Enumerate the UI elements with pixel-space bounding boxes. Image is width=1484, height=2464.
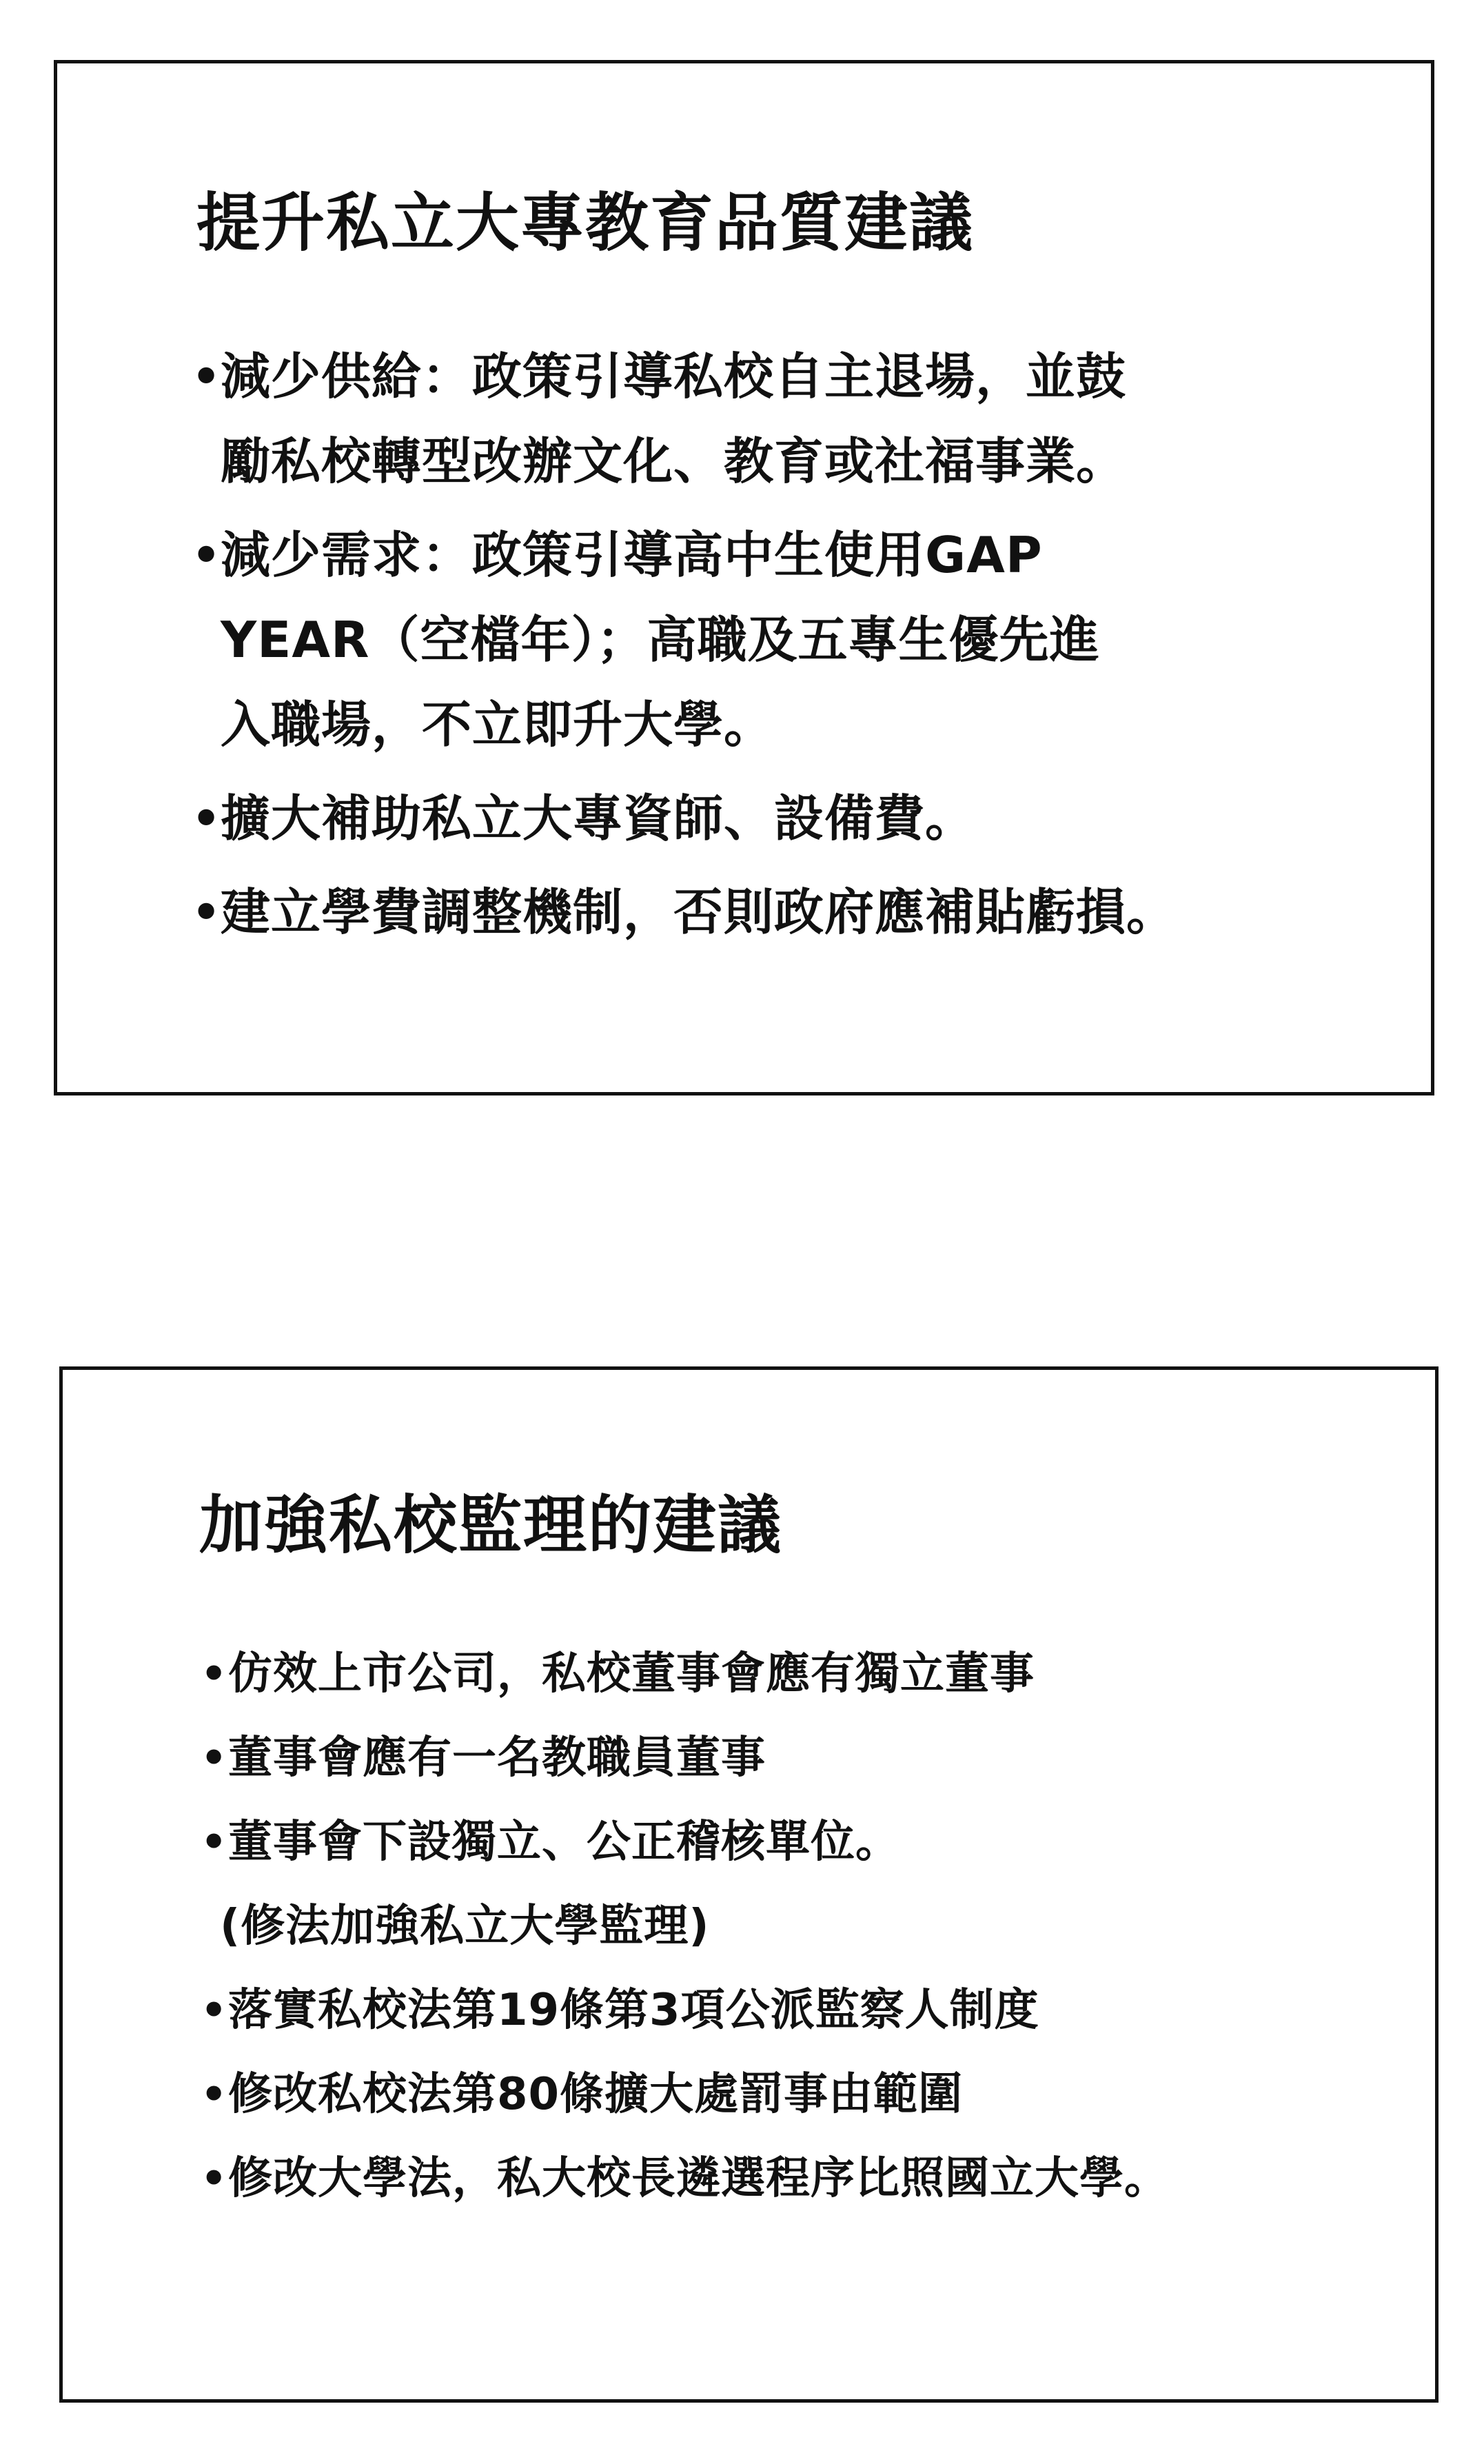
slide-title: 加強私校監理的建議: [199, 1488, 783, 1562]
bullet-line: 董事會下設獨立、公正稽核單位。: [228, 1817, 900, 1868]
bullet-item-independent-director: [201, 1632, 1414, 1716]
bullet-item-president-selection: [201, 2137, 1414, 2221]
bullet-line: 修改私校法第80條擴大處罰事由範圍: [228, 2069, 964, 2120]
bullet-item-reduce-demand: [192, 513, 1425, 767]
slide-private-college-quality: [54, 60, 1434, 1095]
bullet-item-audit-unit: [201, 1800, 1414, 1884]
bullet-line: 勵私校轉型改辦文化、教育或社福事業。: [221, 432, 1127, 490]
bullet-item-supervisor-system: [201, 1968, 1414, 2052]
bullet-dot-icon: •: [201, 1986, 228, 2034]
bullet-dot-icon: •: [201, 2154, 228, 2203]
bullet-line: YEAR（空檔年）；高職及五專生優先進: [221, 611, 1100, 669]
bullet-line: 建立學費調整機制，否則政府應補貼虧損。: [221, 883, 1177, 941]
bullet-line: 董事會應有一名教職員董事: [228, 1733, 766, 1784]
slide-title: 提升私立大專教育品質建議: [196, 186, 975, 260]
bullet-item-tuition-mechanism: [192, 870, 1425, 955]
bullet-line: 修改大學法，私大校長遴選程序比照國立大學。: [228, 2153, 1169, 2204]
bullet-list: [192, 334, 1425, 955]
bullet-dot-icon: •: [201, 1734, 228, 1782]
bullet-dot-icon: •: [192, 529, 222, 582]
bullet-line: 擴大補助私立大專資師、設備費。: [221, 789, 976, 847]
bullet-dot-icon: •: [192, 886, 222, 939]
bullet-line: 減少供給：政策引導私校自主退場，並鼓: [221, 347, 1127, 405]
bullet-item-reduce-supply: [192, 334, 1425, 504]
bullet-list: [201, 1632, 1414, 2221]
slide-private-school-supervision: [59, 1366, 1439, 2403]
bullet-item-expand-subsidy: [192, 776, 1425, 861]
bullet-dot-icon: •: [201, 2070, 228, 2119]
bullet-dot-icon: •: [201, 1650, 228, 1698]
bullet-dot-icon: •: [201, 1818, 228, 1866]
bullet-line: 仿效上市公司，私校董事會應有獨立董事: [228, 1648, 1035, 1699]
bullet-dot-icon: •: [192, 350, 222, 403]
bullet-dot-icon: •: [192, 792, 222, 845]
bullet-line: 落實私校法第19條第3項公派監察人制度: [228, 1985, 1039, 2036]
bullet-line: 入職場，不立即升大學。: [221, 696, 775, 754]
bullet-item-penalty-scope: [201, 2052, 1414, 2137]
bullet-line: 減少需求：政策引導高中生使用GAP: [221, 526, 1043, 584]
bullet-item-staff-director: [201, 1716, 1414, 1800]
bullet-item-amendment-note: [201, 1884, 1414, 1968]
bullet-line: (修法加強私立大學監理): [220, 1901, 710, 1952]
